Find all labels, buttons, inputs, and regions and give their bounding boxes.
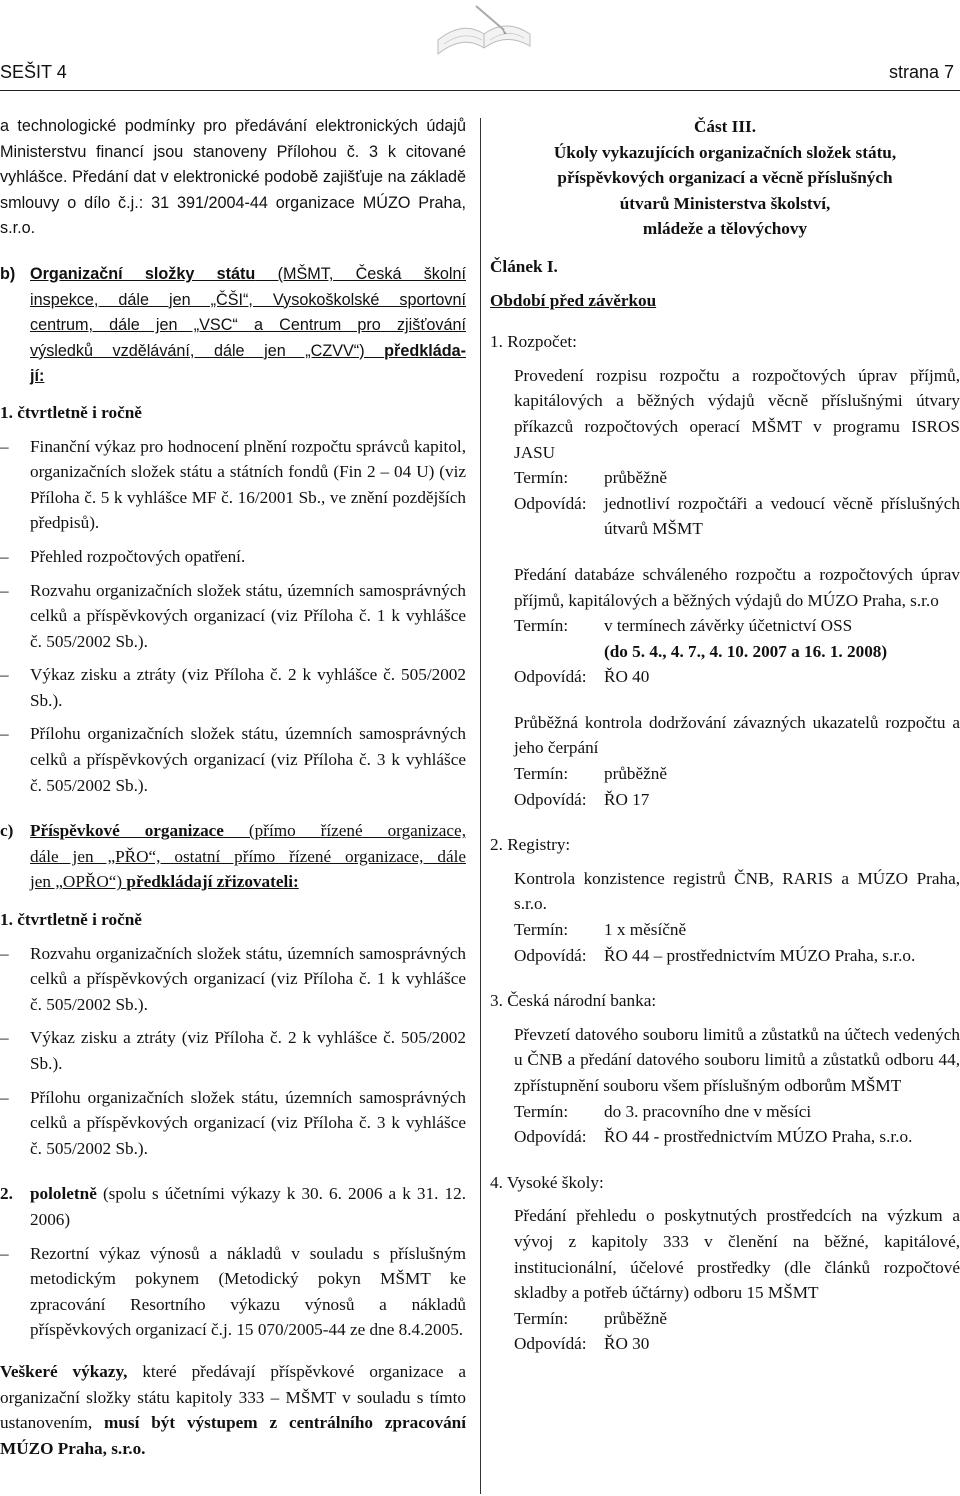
term-row: Termín: průběžně [514, 468, 667, 488]
list-item: – Rezortní výkaz výnosů a nákladů v souladu s příslušným metodickým pokynem (Metodický pokyn MŠMT ke zpracování Resortního výkazu výnosů a nákladů příspěvkových organizací č.j. 15 070/2005-44 ze dne 8.4.2005. [0, 1243, 466, 1340]
responsible-row: Odpovídá: ŘO 17 [514, 789, 650, 809]
list-item: – Přílohu organizačních složek státu, územních samosprávných celků a příspěvkových organizací (viz Příloha č. 3 k vyhlášce č. 505/2002 Sb.). [0, 724, 466, 795]
part-subtitle-line: příspěvkových organizací a věcně příslušných [557, 168, 893, 188]
semiannual-note: (spolu s účetními výkazy k 30. 6. 2006 a k 31. 12. 2006) [30, 1184, 466, 1229]
semiannual-title: pololetně [30, 1184, 97, 1204]
list-item: – Rozvahu organizačních složek státu, územních samosprávných celků a příspěvkových organizací (viz Příloha č. 1 k vyhlášce č. 505/2002 Sb.). [0, 943, 466, 1014]
registry-task-text: Kontrola konzistence registrů ČNB, RARIS a MÚZO Praha, s.r.o. [514, 868, 960, 914]
list-item: – Výkaz zisku a ztráty (viz Příloha č. 2 k vyhlášce č. 505/2002 Sb.). [0, 1028, 466, 1073]
intro-paragraph: a technologické podmínky pro předávání elektronických údajů Ministerstvu financí jsou stanoveny Přílohou č. 3 k citované vyhlášce. Předání dat v elektronické podobě zajišťuje na základě smlouvy o dílo č.j.: 31 391/2004-44 organizace MÚZO Praha, s.r.o. [0, 117, 466, 238]
column-divider [480, 118, 481, 1494]
right-column [490, 114, 960, 1357]
responsible-row: Odpovídá: ŘO 40 [514, 667, 650, 687]
term-row: Termín: průběžně [514, 764, 667, 784]
term-row: Termín: do 3. pracovního dne v měsíci [514, 1101, 812, 1121]
quarterly-heading-1: 1. čtvrtletně i ročně [0, 402, 142, 422]
quarterly-heading-2: 1. čtvrtletně i ročně [0, 910, 142, 930]
part-subtitle-line: útvarů Ministerstva školství, [619, 193, 831, 213]
period-title: Období před závěrkou [490, 290, 657, 310]
list-item: – Rozvahu organizačních složek státu, územních samosprávných celků a příspěvkových organizací (viz Příloha č. 1 k vyhlášce č. 505/2002 Sb.). [0, 580, 466, 651]
cnb-task-text: Převzetí datového souboru limitů a zůstatků na účtech vedených u ČNB a předání datového souboru limitů a zůstatků odboru 44, zpřístupnění souboru všem příslušným odborům MŠMT [514, 1024, 960, 1095]
section-c-label: c) [0, 821, 14, 841]
registry-heading: 2. Registry: [490, 835, 571, 855]
cnb-heading: 3. Česká národní banka: [490, 991, 657, 1011]
section-b-line-5: jí: [30, 367, 45, 386]
list-item: – Finanční výkaz pro hodnocení plnění rozpočtu správců kapitol, organizačních složek státu a státních fondů (Fin 2 – 04 U) (viz Příloha č. 5 k vyhlášce MF č. 16/2001 Sb., ve znění pozdějších předpisů). [0, 436, 466, 533]
article-title: Článek I. [490, 256, 558, 276]
section-c-line-3: jen „OPŘO“) předkládají zřizovateli: [30, 872, 299, 892]
part-title: Část III. [693, 117, 757, 136]
section-c [0, 818, 466, 895]
list-item: – Přehled rozpočtových opatření. [0, 546, 246, 566]
responsible-row: Odpovídá: ŘO 44 - prostřednictvím MÚZO Praha, s.r.o. [514, 1127, 913, 1147]
term-dates-row: (do 5. 4., 4. 7., 4. 10. 2007 a 16. 1. 2008) [604, 641, 888, 661]
section-b-label: b) [0, 264, 16, 283]
section-c-line-2: dále jen „PŘO“, ostatní přímo řízené organizace, dále [30, 846, 466, 866]
term-row: Termín: v termínech závěrky účetnictví OSS [514, 616, 853, 636]
header-rule [0, 90, 960, 91]
part-subtitle-line: mládeže a tělovýchovy [642, 219, 808, 239]
term-row: Termín: 1 x měsíčně [514, 920, 687, 940]
section-b-line-4: výsledků vzdělávání, dále jen „CZVV“) předkláda- [30, 341, 466, 360]
responsible-row: Odpovídá: jednotliví rozpočtáři a vedoucí věcně příslušných útvarů MŠMT [514, 493, 960, 539]
open-book-logo-icon [418, 0, 548, 62]
budget-task-text: Provedení rozpisu rozpočtu a rozpočtových úprav příjmů, kapitálových a běžných výdajů věcně příslušnými útvary příkazců rozpočtových operací MŠMT v programu ISROS JASU [514, 365, 960, 462]
section-b-line-1: Organizační složky státu (MŠMT, Česká školní [30, 264, 466, 283]
section-b-line-3: centrum, dále jen „VSC“ a Centrum pro zjišťování [30, 316, 466, 335]
left-column [0, 114, 466, 1461]
section-c-line-1: Příspěvkové organizace (přímo řízené organizace, [30, 821, 466, 841]
part-subtitle-line: Úkoly vykazujících organizačních složek státu, [553, 142, 897, 162]
budget-task-text: Předání databáze schváleného rozpočtu a rozpočtových úprav příjmů, kapitálových a běžných výdajů do MÚZO Praha, s.r.o [514, 564, 960, 610]
universities-task-text: Předání přehledu o poskytnutých prostředcích na výzkum a vývoj z kapitoly 333 v členění na běžné, kapitálové, institucionální, účelové prostředky (dle článků rozpočtové skladby a potřeb účtárny) odboru 15 MŠMT [514, 1206, 960, 1303]
section-b-line-2: inspekce, dále jen „ČŠI“, Vysokoškolské sportovní [30, 290, 466, 309]
section-b [0, 262, 466, 390]
list-item: – Výkaz zisku a ztráty (viz Příloha č. 2 k vyhlášce č. 505/2002 Sb.). [0, 665, 466, 710]
responsible-row: Odpovídá: ŘO 30 [514, 1334, 650, 1354]
semiannual-number: 2. [0, 1184, 13, 1204]
page-number: strana 7 [888, 62, 954, 82]
list-item: – Přílohu organizačních složek státu, územních samosprávných celků a příspěvkových organizací (viz Příloha č. 3 k vyhlášce č. 505/2002 Sb.). [0, 1087, 466, 1158]
closing-paragraph: Veškeré výkazy, které předávají příspěvkové organizace a organizační složky státu kapitoly 333 – MŠMT v souladu s tímto ustanovením, musí být výstupem z centrálního zpracování MÚZO Praha, s.r.o. [0, 1361, 466, 1458]
universities-heading: 4. Vysoké školy: [490, 1172, 604, 1192]
budget-heading: 1. Rozpočet: [490, 332, 577, 352]
responsible-row: Odpovídá: ŘO 44 – prostřednictvím MÚZO Praha, s.r.o. [514, 945, 916, 965]
issue-label: SEŠIT 4 [0, 62, 67, 82]
budget-task-text: Průběžná kontrola dodržování závazných ukazatelů rozpočtu a jeho čerpání [514, 712, 960, 758]
term-row: Termín: průběžně [514, 1308, 667, 1328]
semiannual-block [0, 1181, 466, 1232]
